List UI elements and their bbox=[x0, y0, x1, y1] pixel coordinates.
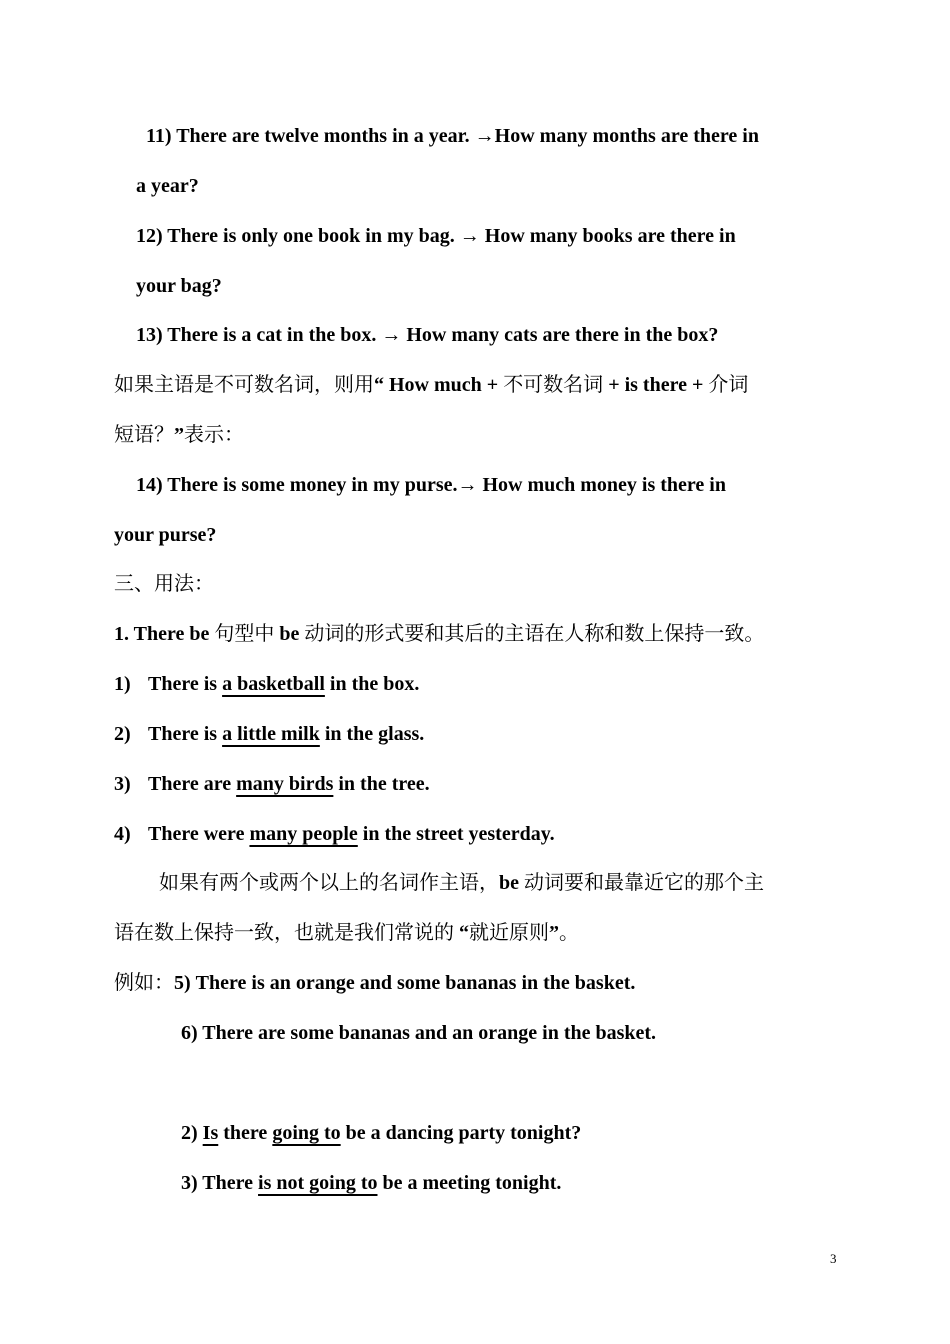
example-4-subject: many people bbox=[249, 823, 358, 845]
example-4 bbox=[114, 822, 555, 846]
example-3-subject: many birds bbox=[236, 773, 334, 795]
is-there-formula: + is there + bbox=[608, 374, 709, 396]
rule-1-be: be bbox=[279, 623, 305, 645]
example-14-line1: 14) There is some money in my purse.→ How much money is there in bbox=[136, 474, 726, 496]
proximity-principle: 就近原则 bbox=[469, 922, 549, 944]
example-1-subject: a basketball bbox=[222, 673, 325, 695]
example-5 bbox=[114, 971, 635, 995]
going-to-3-is-not-going-to: is not going to bbox=[258, 1172, 378, 1194]
example-13: 13) There is a cat in the box. → How many cats are there in the box? bbox=[136, 324, 719, 346]
going-to-2-is: Is bbox=[202, 1122, 219, 1144]
proximity-rule-line1 bbox=[159, 871, 764, 895]
example-3-text-b: in the tree. bbox=[333, 773, 430, 795]
example-2-text-a: There is bbox=[148, 723, 223, 745]
phrase-text: 短语？ bbox=[114, 424, 174, 446]
express-text: 表示： bbox=[184, 424, 244, 446]
example-2-number: 2) bbox=[114, 723, 131, 745]
going-to-3-rest: be a meeting tonight. bbox=[377, 1172, 562, 1194]
example-14-line2: your purse? bbox=[114, 524, 217, 546]
open-quote: “ bbox=[459, 922, 469, 944]
example-3-text-a: There are bbox=[148, 773, 237, 795]
close-quote-2: ” bbox=[549, 922, 559, 944]
example-1 bbox=[114, 672, 419, 696]
example-3-number: 3) bbox=[114, 773, 131, 795]
proximity-rule-line2 bbox=[114, 921, 579, 945]
going-to-2-number: 2) bbox=[181, 1122, 203, 1144]
example-2-text-b: in the glass. bbox=[319, 723, 425, 745]
example-11-line1: 11) There are twelve months in a year. →How many months are there in bbox=[146, 125, 759, 147]
how-much-rule-line1 bbox=[114, 373, 748, 397]
preposition-text: 介词 bbox=[708, 374, 749, 396]
example-2-subject: a little milk bbox=[222, 723, 320, 745]
example-4-text-b: in the street yesterday. bbox=[357, 823, 555, 845]
example-5-text: 5) There is an orange and some bananas in the basket. bbox=[174, 972, 636, 994]
proximity-be: be bbox=[499, 872, 524, 894]
how-much-rule-text: 如果主语是不可数名词，则用 bbox=[114, 374, 374, 396]
example-1-text-b: in the box. bbox=[324, 673, 420, 695]
example-12-line1: 12) There is only one book in my bag. → How many books are there in bbox=[136, 225, 736, 247]
usage-heading: 三、用法： bbox=[114, 573, 214, 595]
how-much-rule-line2 bbox=[114, 423, 244, 447]
proximity-text-a: 如果有两个或两个以上的名词作主语， bbox=[159, 872, 499, 894]
going-to-2-going-to: going to bbox=[272, 1122, 341, 1144]
going-to-2-rest: be a dancing party tonight? bbox=[340, 1122, 582, 1144]
going-to-2-there: there bbox=[218, 1122, 273, 1144]
example-4-number: 4) bbox=[114, 823, 131, 845]
uncountable-noun-text: 不可数名词 bbox=[503, 374, 609, 396]
example-1-number: 1) bbox=[114, 673, 131, 695]
page-number: 3 bbox=[830, 1251, 837, 1266]
going-to-example-3 bbox=[181, 1171, 561, 1195]
example-11-line2: a year? bbox=[136, 175, 199, 197]
example-3 bbox=[114, 772, 430, 796]
example-6: 6) There are some bananas and an orange in the basket. bbox=[181, 1022, 657, 1044]
example-label: 例如： bbox=[114, 972, 174, 994]
proximity-text-b: 动词要和最靠近它的那个主 bbox=[524, 872, 764, 894]
going-to-3-start: 3) There bbox=[181, 1172, 259, 1194]
example-2 bbox=[114, 722, 424, 746]
how-much-formula: “ How much + bbox=[374, 374, 504, 396]
rule-1-text-a: 句型中 bbox=[214, 623, 280, 645]
close-quote: ” bbox=[174, 424, 184, 446]
proximity-text-c: 语在数上保持一致，也就是我们常说的 bbox=[114, 922, 459, 944]
example-4-text-a: There were bbox=[148, 823, 250, 845]
example-12-line2: your bag? bbox=[136, 275, 222, 297]
rule-1 bbox=[114, 622, 764, 646]
rule-1-text-b: 动词的形式要和其后的主语在人称和数上保持一致。 bbox=[304, 623, 765, 645]
rule-1-number: 1. There be bbox=[114, 623, 215, 645]
going-to-example-2 bbox=[181, 1121, 581, 1145]
period: 。 bbox=[559, 922, 579, 944]
example-1-text-a: There is bbox=[148, 673, 223, 695]
